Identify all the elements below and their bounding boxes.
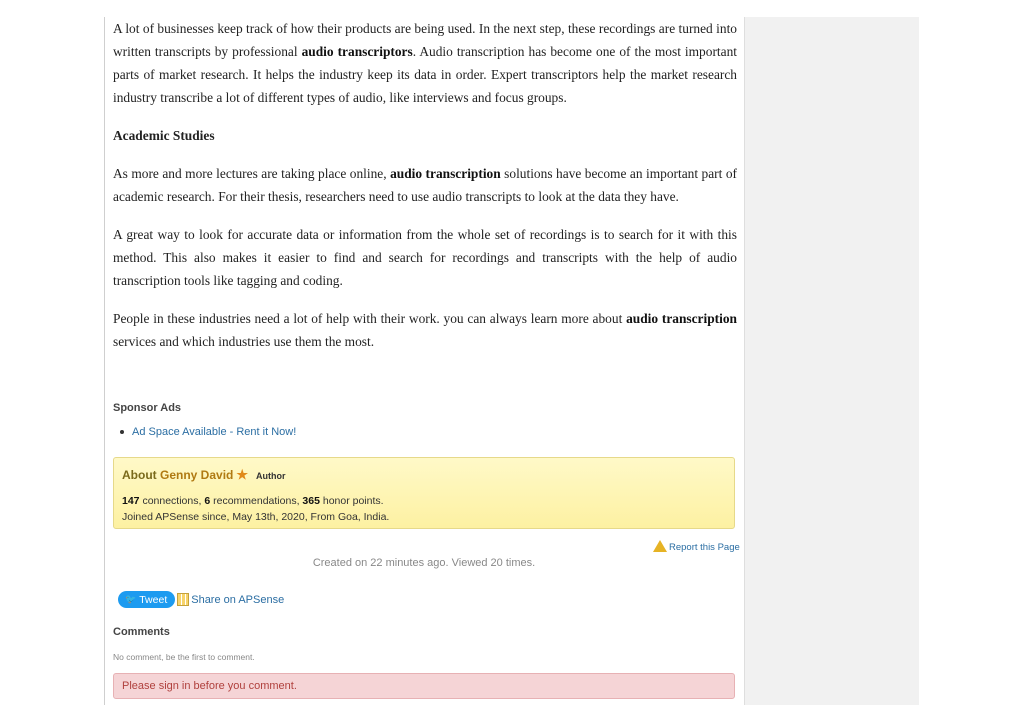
paragraph-2: As more and more lectures are taking place online, audio transcription solutions have become an important part of academic research. For their thesis, researchers need to use audio transcripts to look at the data they have. — [113, 166, 737, 204]
content-left-border — [104, 17, 105, 705]
keyword-audio-transcription: audio transcription — [390, 166, 501, 181]
keyword-audio-transcriptors: audio transcriptors — [301, 44, 413, 59]
bullet-icon — [120, 430, 124, 434]
sponsor-ads-list — [120, 426, 296, 438]
right-sidebar — [744, 17, 919, 705]
paragraph-3: A great way to look for accurate data or information from the whole set of recordings is to search for it with this method. This also makes it easier to find and search for recordings and transcripts with the help of audio transcription tools like tagging and coding. — [113, 227, 737, 288]
star-icon: ★ — [236, 467, 249, 482]
author-badge: Author — [256, 471, 286, 481]
author-counts: 147 connections, 6 recommendations, 365 honor points. — [122, 495, 384, 507]
share-on-apsense-link[interactable]: Share on APSense — [191, 593, 285, 606]
article-body — [113, 17, 737, 368]
created-info: Created on 22 minutes ago. Viewed 20 times. — [312, 557, 536, 569]
ad-space-link[interactable]: Ad Space Available - Rent it Now! — [132, 426, 297, 438]
paragraph-1: A lot of businesses keep track of how their products are being used. In the next step, these recordings are turned into written transcripts by professional audio transcriptors. Audio transcription has become one of the most important parts of market research. It helps the industry keep its data in order. Expert transcriptors help the market research industry transcribe a lot of different types of audio, like interviews and focus groups. — [113, 21, 737, 105]
comments-title: Comments — [113, 626, 170, 638]
sponsor-ads-title: Sponsor Ads — [113, 402, 182, 414]
author-stats — [122, 493, 389, 525]
author-joined: Joined APSense since, May 13th, 2020, From Goa, India. — [122, 511, 390, 523]
article-text — [113, 17, 737, 353]
paragraph-4: People in these industries need a lot of help with their work. you can always learn more about audio transcription services and which industries use them the most. — [113, 311, 737, 349]
keyword-audio-transcription-2: audio transcription — [626, 311, 737, 326]
author-box — [113, 457, 735, 529]
apsense-share-icon[interactable] — [177, 593, 189, 606]
share-row — [118, 591, 284, 608]
author-header: About Genny David ★ Author — [122, 467, 286, 482]
warning-icon — [653, 540, 667, 552]
tweet-button[interactable]: 🐦 Tweet — [118, 591, 175, 608]
no-comment-text: No comment, be the first to comment. — [113, 652, 255, 662]
twitter-bird-icon: 🐦 — [125, 594, 137, 604]
signin-alert[interactable]: Please sign in before you comment. — [113, 673, 735, 699]
report-page-link[interactable]: Report this Page — [653, 540, 740, 553]
author-name-link[interactable]: Genny David — [160, 468, 234, 482]
section-heading: Academic Studies — [113, 128, 215, 143]
